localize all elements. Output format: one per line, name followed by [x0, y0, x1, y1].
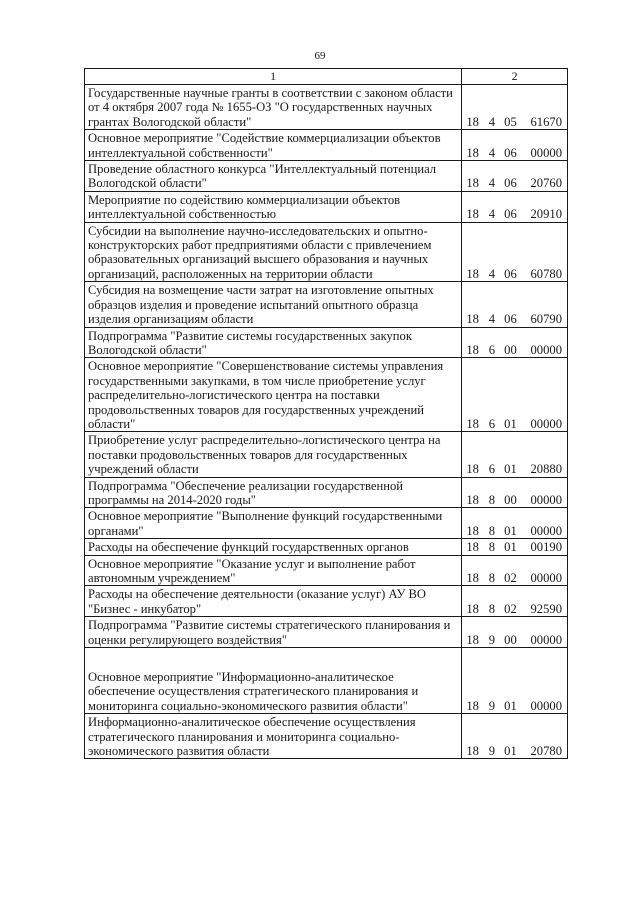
table-row	[85, 161, 568, 192]
code-subsection: 4	[488, 312, 496, 327]
code-direction: 20880	[530, 462, 562, 477]
row-description: Субсидии на выполнение научно-исследовательских и опытно-конструкторских работ предприятиями области с привлечением образовательных организаций высшего образования и научных организаций, расположенных на территории области	[85, 222, 462, 282]
code-direction: 00000	[530, 523, 562, 538]
code-subsection: 4	[488, 114, 496, 129]
code-subsection: 8	[488, 523, 496, 538]
table-row	[85, 130, 568, 161]
table-row	[85, 539, 568, 555]
code-section: 18	[466, 114, 479, 129]
header-column-1: 1	[85, 69, 462, 85]
row-code	[462, 161, 568, 192]
row-description: Субсидия на возмещение части затрат на изготовление опытных образцов изделия и проведение испытаний опытного образца изделия организациям области	[85, 282, 462, 327]
code-measure: 06	[504, 145, 517, 160]
code-subsection: 9	[488, 698, 496, 713]
code-direction: 61670	[530, 114, 562, 129]
row-code	[462, 85, 568, 130]
code-subsection: 6	[488, 462, 496, 477]
code-direction: 00000	[530, 698, 562, 713]
code-section: 18	[466, 571, 479, 585]
code-subsection: 4	[488, 176, 496, 191]
row-code	[462, 327, 568, 358]
row-description: Основное мероприятие "Выполнение функций государственными органами"	[85, 508, 462, 539]
table-row	[85, 222, 568, 282]
row-code	[462, 130, 568, 161]
row-code	[462, 477, 568, 508]
code-measure: 01	[504, 462, 517, 477]
row-description: Приобретение услуг распределительно-логистического центра на поставки продовольственных товаров для государственных учреждений области	[85, 432, 462, 477]
code-section: 18	[466, 207, 479, 222]
code-subsection: 9	[488, 744, 496, 759]
code-measure: 01	[504, 744, 517, 759]
table-row	[85, 85, 568, 130]
row-code	[462, 358, 568, 432]
row-description: Подпрограмма "Развитие системы стратегического планирования и оценки регулирующего воздействия"	[85, 617, 462, 648]
code-section: 18	[466, 312, 479, 327]
table-row	[85, 648, 568, 714]
row-code	[462, 714, 568, 759]
row-description: Подпрограмма "Обеспечение реализации государственной программы на 2014-2020 годы"	[85, 477, 462, 508]
code-measure: 05	[504, 114, 517, 129]
table-row	[85, 508, 568, 539]
code-direction: 00000	[530, 492, 562, 507]
code-direction: 60790	[530, 312, 562, 327]
code-section: 18	[466, 462, 479, 477]
page-number: 69	[314, 50, 326, 62]
code-section: 18	[466, 342, 479, 357]
code-direction: 00190	[530, 540, 562, 555]
code-measure: 00	[504, 342, 517, 357]
code-measure: 01	[504, 416, 517, 431]
row-description: Основное мероприятие "Информационно-аналитическое обеспечение осуществления стратегического планирования и мониторинга социально-экономического развития области"	[85, 648, 462, 714]
code-direction: 20910	[530, 207, 562, 222]
code-measure: 06	[504, 176, 517, 191]
code-direction: 00000	[530, 145, 562, 160]
code-measure: 00	[504, 632, 517, 647]
code-subsection: 6	[488, 342, 496, 357]
code-direction: 00000	[530, 571, 562, 585]
code-direction: 60780	[530, 266, 562, 281]
code-direction: 92590	[530, 601, 562, 616]
row-code	[462, 617, 568, 648]
table-row	[85, 358, 568, 432]
code-section: 18	[466, 698, 479, 713]
row-description: Информационно-аналитическое обеспечение осуществления стратегического планирования и мониторинга социально-экономического развития области	[85, 714, 462, 759]
code-direction: 00000	[530, 632, 562, 647]
row-code	[462, 508, 568, 539]
row-code	[462, 648, 568, 714]
code-measure: 06	[504, 207, 517, 222]
budget-classification-table	[84, 68, 568, 759]
row-code	[462, 555, 568, 586]
code-section: 18	[466, 523, 479, 538]
code-subsection: 9	[488, 632, 496, 647]
code-direction: 20780	[530, 744, 562, 759]
row-description: Проведение областного конкурса "Интеллектуальный потенциал Вологодской области"	[85, 161, 462, 192]
row-code	[462, 432, 568, 477]
table-row	[85, 282, 568, 327]
row-description: Расходы на обеспечение деятельности (оказание услуг) АУ ВО "Бизнес - инкубатор"	[85, 586, 462, 617]
table-row	[85, 327, 568, 358]
code-section: 18	[466, 145, 479, 160]
code-subsection: 8	[488, 571, 496, 585]
code-measure: 02	[504, 601, 517, 616]
code-subsection: 4	[488, 207, 496, 222]
code-section: 18	[466, 744, 479, 759]
row-description: Государственные научные гранты в соответствии с законом области от 4 октября 2007 года № 1655-ОЗ "О государственных научных грантах Вологодской области"	[85, 85, 462, 130]
code-section: 18	[466, 416, 479, 431]
row-description: Подпрограмма "Развитие системы государственных закупок Вологодской области"	[85, 327, 462, 358]
row-code	[462, 222, 568, 282]
code-section: 18	[466, 266, 479, 281]
table-row	[85, 586, 568, 617]
code-section: 18	[466, 176, 479, 191]
table-row	[85, 432, 568, 477]
table-row	[85, 714, 568, 759]
code-subsection: 8	[488, 492, 496, 507]
row-code	[462, 282, 568, 327]
header-column-2: 2	[462, 69, 568, 85]
code-section: 18	[466, 540, 479, 555]
code-subsection: 4	[488, 266, 496, 281]
code-measure: 01	[504, 698, 517, 713]
table-row	[85, 617, 568, 648]
code-measure: 02	[504, 571, 517, 585]
code-direction: 20760	[530, 176, 562, 191]
code-subsection: 6	[488, 416, 496, 431]
code-measure: 01	[504, 523, 517, 538]
code-direction: 00000	[530, 342, 562, 357]
code-subsection: 4	[488, 145, 496, 160]
code-measure: 00	[504, 492, 517, 507]
code-subsection: 8	[488, 601, 496, 616]
code-direction: 00000	[530, 416, 562, 431]
row-description: Основное мероприятие "Совершенствование системы управления государственными закупками, в том числе приобретение услуг распределительно-логистического центра на поставки продовольственных товаров для государственных учреждений области"	[85, 358, 462, 432]
code-section: 18	[466, 632, 479, 647]
row-description: Мероприятие по содействию коммерциализации объектов интеллектуальной собственностью	[85, 191, 462, 222]
row-code	[462, 191, 568, 222]
row-code	[462, 539, 568, 555]
code-measure: 06	[504, 312, 517, 327]
table-row	[85, 191, 568, 222]
code-measure: 01	[504, 540, 517, 555]
code-measure: 06	[504, 266, 517, 281]
row-description: Основное мероприятие "Содействие коммерциализации объектов интеллектуальной собственности"	[85, 130, 462, 161]
code-section: 18	[466, 492, 479, 507]
table-row	[85, 555, 568, 586]
row-description: Расходы на обеспечение функций государственных органов	[85, 539, 462, 555]
code-subsection: 8	[488, 540, 496, 555]
table-row	[85, 477, 568, 508]
code-section: 18	[466, 601, 479, 616]
row-code	[462, 586, 568, 617]
row-description: Основное мероприятие "Оказание услуг и выполнение работ автономным учреждением"	[85, 555, 462, 586]
table-header-row	[85, 69, 568, 85]
